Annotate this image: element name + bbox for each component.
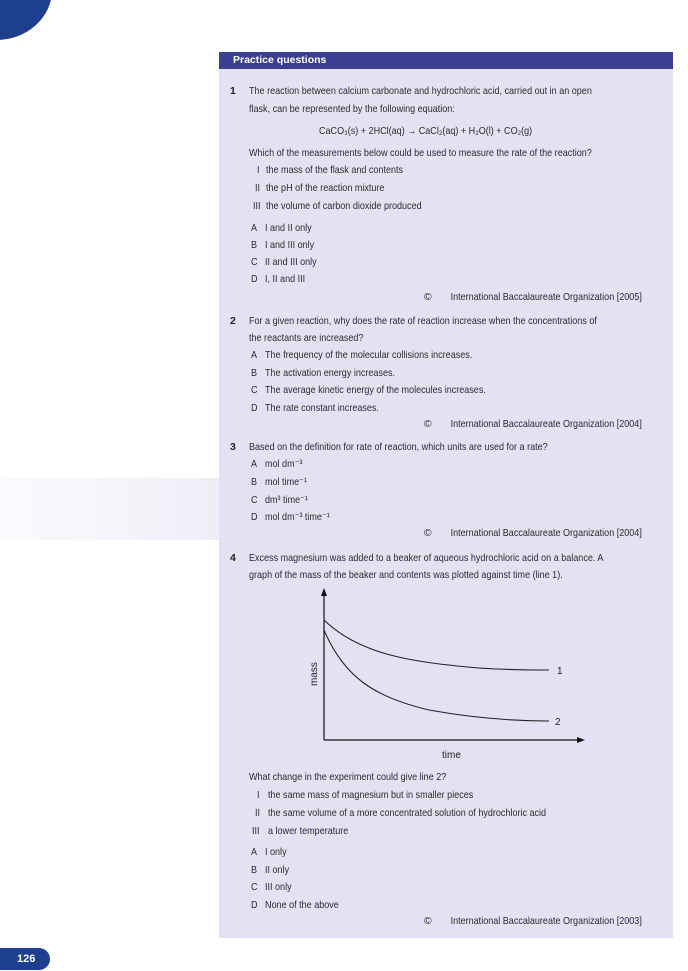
q2-stem-line1: For a given reaction, why does the rate of reaction increase when the concentrations of: [249, 315, 597, 327]
q4-statement-1-num: I: [257, 789, 260, 801]
line-2-label: 2: [555, 717, 561, 728]
q1-statement-3-num: III: [253, 200, 261, 212]
copyright-symbol: ©: [423, 291, 432, 303]
q1-equation-text: CaCO₃(s) + 2HCl(aq) → CaCl₂(aq) + H₂O(l) + CO₂(g): [319, 125, 533, 137]
q2-option-c: The average kinetic energy of the molecules increases.: [265, 384, 486, 396]
q4-statement-1: the same mass of magnesium but in smaller pieces: [268, 789, 474, 801]
q4-source: [424, 915, 657, 927]
page-number-badge: [0, 948, 50, 970]
q3-stem: Based on the definition for rate of reaction, which units are used for a rate?: [249, 441, 548, 453]
q3-source: [424, 527, 657, 539]
q4-stem-line2: graph of the mass of the beaker and contents was plotted against time (line 1).: [249, 569, 563, 581]
q3-option-b: mol time⁻¹: [265, 476, 307, 488]
q4-option-d-letter: D: [251, 899, 258, 911]
q4-statement-2-num: II: [255, 807, 261, 819]
q4-number: 4: [230, 552, 236, 564]
q4-question: What change in the experiment could give line 2?: [249, 771, 447, 783]
q1-statement-1: the mass of the flask and contents: [266, 164, 404, 176]
corner-decoration: [0, 0, 52, 40]
q1-option-a-letter: A: [251, 222, 258, 234]
q3-option-a: mol dm⁻³: [265, 458, 303, 470]
page-number: 126: [17, 953, 36, 965]
q2-number: 2: [230, 315, 236, 327]
q4-option-b-letter: B: [251, 864, 258, 876]
line-1-label: 1: [557, 666, 563, 677]
practice-questions-panel: [219, 52, 673, 938]
q1-source: [424, 291, 657, 303]
copyright-symbol: ©: [423, 915, 432, 927]
q4-statement-2: the same volume of a more concentrated solution of hydrochloric acid: [268, 807, 547, 819]
q4-source-text: International Baccalaureate Organization [2003]: [450, 915, 642, 927]
q3-option-b-letter: B: [251, 476, 258, 488]
q2-source-text: International Baccalaureate Organization [2004]: [450, 418, 642, 430]
q3-option-c-letter: C: [251, 494, 258, 506]
q3-option-d-letter: D: [251, 511, 258, 523]
q3-source-text: International Baccalaureate Organization [2004]: [450, 527, 642, 539]
q4-option-d: None of the above: [265, 899, 339, 911]
q1-option-b-letter: B: [251, 239, 258, 251]
q1-statement-1-num: I: [257, 164, 260, 176]
q2-source: [424, 418, 657, 430]
q4-statement-3-num: III: [252, 825, 260, 837]
q1-source-text: International Baccalaureate Organization [2005]: [450, 291, 642, 303]
margin-strip: [0, 478, 219, 540]
q1-statement-2-num: II: [255, 182, 261, 194]
q3-option-d: mol dm⁻³ time⁻¹: [265, 511, 330, 523]
q1-option-c-letter: C: [251, 256, 258, 268]
y-axis-label: mass: [309, 662, 320, 686]
x-axis-label: time: [442, 750, 461, 761]
q1-stem-line2: flask, can be represented by the following equation:: [249, 103, 455, 115]
q1-equation: [319, 124, 532, 138]
line-1: [324, 620, 549, 670]
q1-statement-3: the volume of carbon dioxide produced: [266, 200, 422, 212]
q4-option-a-letter: A: [251, 846, 258, 858]
q4-option-b: II only: [265, 864, 290, 876]
q2-option-d-letter: D: [251, 402, 258, 414]
q2-option-d: The rate constant increases.: [265, 402, 379, 414]
q1-number: 1: [230, 85, 236, 97]
q2-stem-line2: the reactants are increased?: [249, 332, 364, 344]
q4-option-c-letter: C: [251, 881, 258, 893]
q3-option-a-letter: A: [251, 458, 258, 470]
q1-statement-2: the pH of the reaction mixture: [266, 182, 385, 194]
q4-option-c: III only: [265, 881, 292, 893]
q2-option-a-letter: A: [251, 349, 258, 361]
q2-option-a: The frequency of the molecular collisions increases.: [265, 349, 473, 361]
q1-option-d-letter: D: [251, 273, 258, 285]
copyright-symbol: ©: [423, 418, 432, 430]
q1-question: Which of the measurements below could be used to measure the rate of the reaction?: [249, 147, 592, 159]
panel-title: Practice questions: [219, 52, 673, 69]
mass-time-graph: [299, 582, 599, 762]
q3-number: 3: [230, 441, 236, 453]
q1-stem-line1: The reaction between calcium carbonate and hydrochloric acid, carried out in an open: [249, 85, 592, 97]
y-axis-arrow-icon: [321, 588, 327, 596]
q1-option-a: I and II only: [265, 222, 312, 234]
q4-statement-3: a lower temperature: [268, 825, 349, 837]
x-axis-arrow-icon: [577, 737, 585, 743]
q2-option-c-letter: C: [251, 384, 258, 396]
copyright-symbol: ©: [423, 527, 432, 539]
q3-option-c: dm³ time⁻¹: [265, 494, 308, 506]
q1-option-c: II and III only: [265, 256, 317, 268]
q1-option-b: I and III only: [265, 239, 315, 251]
q2-option-b-letter: B: [251, 367, 258, 379]
q4-option-a: I only: [265, 846, 287, 858]
q4-stem-line1: Excess magnesium was added to a beaker of aqueous hydrochloric acid on a balance. A: [249, 552, 604, 564]
q2-option-b: The activation energy increases.: [265, 367, 396, 379]
q1-option-d: I, II and III: [265, 273, 306, 285]
